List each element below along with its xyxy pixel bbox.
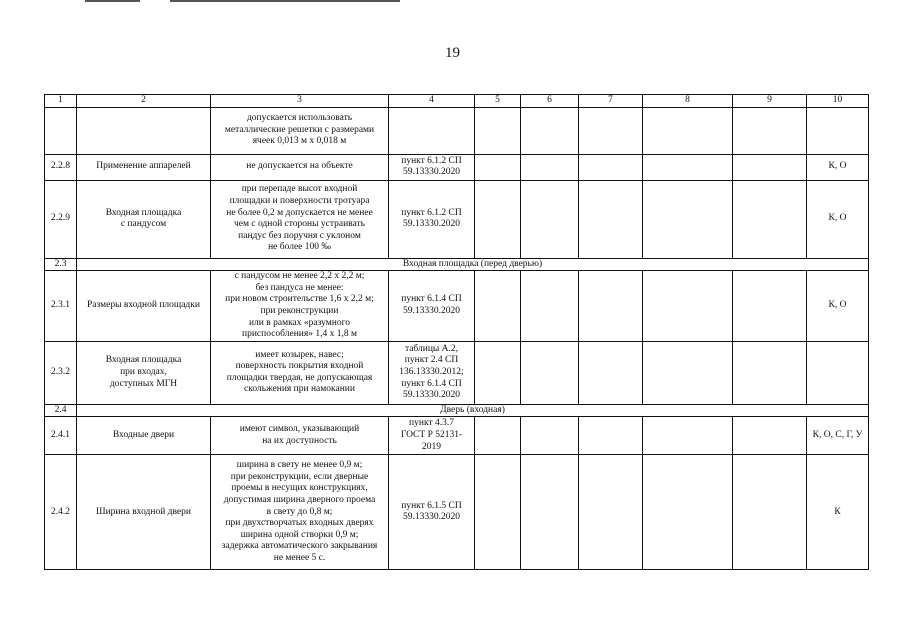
- empty-cell: [475, 271, 521, 342]
- item-reference: таблицы А.2, пункт 2.4 СП 136.13330.2012; пункт 6.1.4 СП 59.13330.2020: [389, 341, 475, 404]
- table-row: [45, 417, 869, 455]
- item-marks: К, О: [807, 180, 869, 258]
- section-row: [45, 258, 869, 271]
- item-name: Применение аппарелей: [77, 154, 211, 180]
- requirements-table: [44, 94, 869, 570]
- item-number: 2.3.2: [45, 341, 77, 404]
- empty-cell: [579, 341, 643, 404]
- header-cell: 1: [45, 95, 77, 108]
- table-row: [45, 180, 869, 258]
- empty-cell: [579, 271, 643, 342]
- empty-cell: [733, 107, 807, 154]
- item-marks: К: [807, 455, 869, 570]
- table-row: [45, 341, 869, 404]
- empty-cell: [521, 154, 579, 180]
- empty-cell: [643, 341, 733, 404]
- item-number: 2.4.2: [45, 455, 77, 570]
- item-number: 2.4.1: [45, 417, 77, 455]
- item-number: 2.2.9: [45, 180, 77, 258]
- item-requirement: имеет козырек, навес; поверхность покрытия входной площадки твердая, не допускающая скольжения при намокании: [211, 341, 389, 404]
- header-cell: 7: [579, 95, 643, 108]
- empty-cell: [579, 417, 643, 455]
- scan-edge-right: [170, 0, 400, 2]
- item-requirement: ширина в свету не менее 0,9 м; при реконструкции, если дверные проемы в несущих конструкциях, допустимая ширина дверного проема в свету до 0,8 м; при двухстворчатых входных дверях ширина одной створки 0,9 м; задержка автоматического закрывания не менее 5 с.: [211, 455, 389, 570]
- header-cell: 2: [77, 95, 211, 108]
- item-requirement: имеют символ, указывающий на их доступность: [211, 417, 389, 455]
- table-row: [45, 455, 869, 570]
- empty-cell: [521, 455, 579, 570]
- section-title: Дверь (входная): [77, 404, 869, 417]
- item-requirement: при перепаде высот входной площадки и поверхности тротуара не более 0,2 м допускается не менее чем с одной стороны устраивать пандус без поручня с уклоном не более 100 ‰: [211, 180, 389, 258]
- item-requirement: допускается использовать металлические решетки с размерами ячеек 0,013 м х 0,018 м: [211, 107, 389, 154]
- item-name: Входные двери: [77, 417, 211, 455]
- header-cell: 6: [521, 95, 579, 108]
- item-name: Входная площадка с пандусом: [77, 180, 211, 258]
- empty-cell: [733, 455, 807, 570]
- section-number: 2.3: [45, 258, 77, 271]
- empty-cell: [475, 107, 521, 154]
- empty-cell: [733, 271, 807, 342]
- empty-cell: [579, 455, 643, 570]
- item-name: [77, 107, 211, 154]
- section-number: 2.4: [45, 404, 77, 417]
- header-cell: 3: [211, 95, 389, 108]
- empty-cell: [475, 154, 521, 180]
- item-name: Входная площадка при входах, доступных МГН: [77, 341, 211, 404]
- empty-cell: [643, 271, 733, 342]
- table-row: [45, 107, 869, 154]
- header-cell: 9: [733, 95, 807, 108]
- item-name: Размеры входной площадки: [77, 271, 211, 342]
- item-reference: [389, 107, 475, 154]
- item-marks: К, О: [807, 271, 869, 342]
- empty-cell: [475, 417, 521, 455]
- item-marks: [807, 341, 869, 404]
- header-cell: 8: [643, 95, 733, 108]
- item-reference: пункт 4.3.7 ГОСТ Р 52131- 2019: [389, 417, 475, 455]
- empty-cell: [521, 341, 579, 404]
- empty-cell: [643, 417, 733, 455]
- item-reference: пункт 6.1.4 СП 59.13330.2020: [389, 271, 475, 342]
- item-requirement: с пандусом не менее 2,2 х 2,2 м; без пандуса не менее: при новом строительстве 1,6 х 2,2 м; при реконструкции или в рамках «разумного приспособления» 1,4 х 1,8 м: [211, 271, 389, 342]
- item-marks: К, О: [807, 154, 869, 180]
- header-row: [45, 95, 869, 108]
- item-number: 2.2.8: [45, 154, 77, 180]
- empty-cell: [643, 180, 733, 258]
- empty-cell: [733, 341, 807, 404]
- empty-cell: [643, 107, 733, 154]
- item-number: 2.3.1: [45, 271, 77, 342]
- empty-cell: [521, 107, 579, 154]
- section-title: Входная площадка (перед дверью): [77, 258, 869, 271]
- empty-cell: [475, 180, 521, 258]
- item-reference: пункт 6.1.5 СП 59.13330.2020: [389, 455, 475, 570]
- item-reference: пункт 6.1.2 СП 59.13330.2020: [389, 180, 475, 258]
- table-row: [45, 271, 869, 342]
- empty-cell: [579, 107, 643, 154]
- item-requirement: не допускается на объекте: [211, 154, 389, 180]
- section-row: [45, 404, 869, 417]
- empty-cell: [643, 455, 733, 570]
- empty-cell: [733, 180, 807, 258]
- item-marks: [807, 107, 869, 154]
- empty-cell: [521, 271, 579, 342]
- empty-cell: [475, 341, 521, 404]
- item-name: Ширина входной двери: [77, 455, 211, 570]
- empty-cell: [475, 455, 521, 570]
- empty-cell: [579, 154, 643, 180]
- item-reference: пункт 6.1.2 СП 59.13330.2020: [389, 154, 475, 180]
- header-cell: 4: [389, 95, 475, 108]
- table-row: [45, 154, 869, 180]
- item-marks: К, О, С, Г, У: [807, 417, 869, 455]
- empty-cell: [733, 417, 807, 455]
- item-number: [45, 107, 77, 154]
- empty-cell: [521, 180, 579, 258]
- page-number: 19: [445, 45, 460, 61]
- scan-edge-left: [85, 0, 140, 2]
- empty-cell: [521, 417, 579, 455]
- empty-cell: [733, 154, 807, 180]
- empty-cell: [579, 180, 643, 258]
- header-cell: 10: [807, 95, 869, 108]
- empty-cell: [643, 154, 733, 180]
- header-cell: 5: [475, 95, 521, 108]
